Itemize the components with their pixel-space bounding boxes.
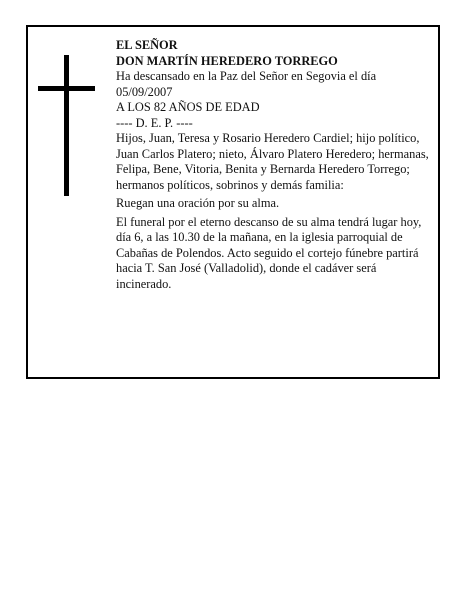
funeral-details: El funeral por el eterno descanso de su alma tendrá lugar hoy, día 6, a las 10.30 de la mañana, en la iglesia parroquial de Cabañas de Polendos. Acto seguido el cortejo fúnebre partirá hacia T. San José (Valladolid), donde el cadáver será incinerado. [116, 214, 422, 291]
prayer-request: Ruegan una oración por su alma. [116, 196, 280, 210]
cross-vertical-bar [64, 55, 69, 196]
family-list: Hijos, Juan, Teresa y Rosario Heredero Cardiel; hijo político, Juan Carlos Platero; nieto, Álvaro Platero Heredero; hermanas, Felipa, Bene, Vitoria, Benita y Bernarda Heredero Torrego; hermanos políticos, sobrinos y demás familia: [116, 131, 429, 192]
notice-title: EL SEÑOR [116, 38, 178, 52]
obituary-text [116, 38, 434, 292]
rip-line: ---- D. E. P. ---- [116, 115, 193, 130]
age-line: A LOS 82 AÑOS DE EDAD [116, 100, 260, 114]
cross-horizontal-bar [38, 86, 95, 91]
deceased-name: DON MARTÍN HEREDERO TORREGO [116, 53, 338, 68]
death-statement: Ha descansado en la Paz del Señor en Segovia el día 05/09/2007 [116, 69, 377, 99]
